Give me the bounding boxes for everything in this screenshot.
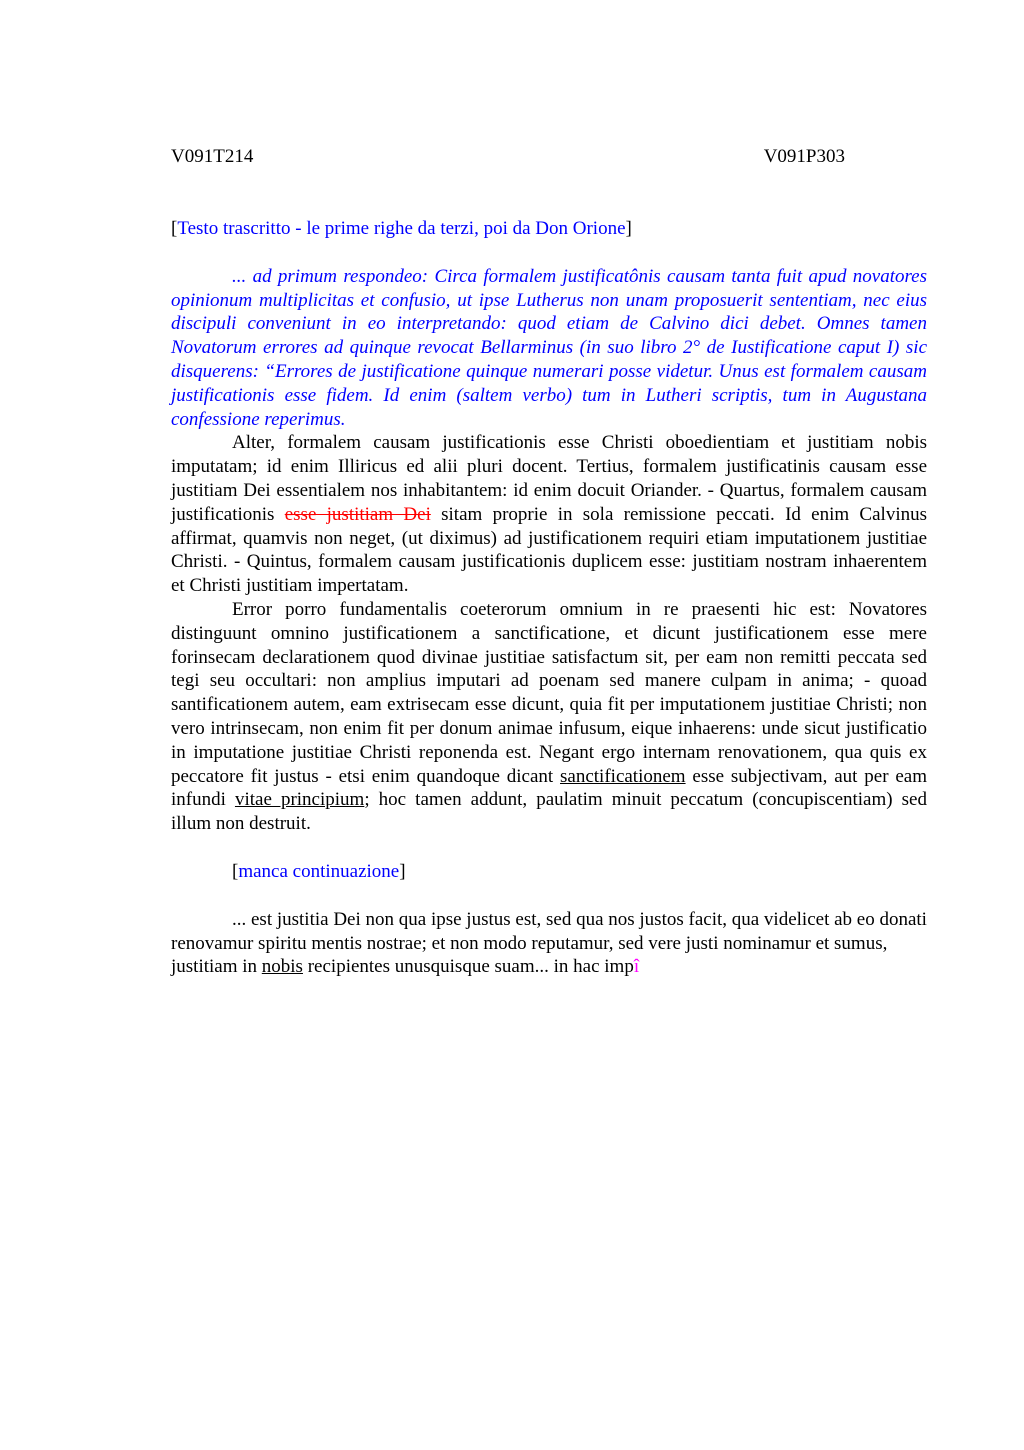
transcription-note (171, 217, 927, 241)
document-code-right: V091P303 (763, 146, 845, 167)
note-close-bracket: ] (399, 860, 406, 882)
struck-text: esse justitiam Dei (284, 503, 431, 525)
underlined-text: sanctificationem (560, 765, 686, 787)
missing-continuation-note (171, 860, 927, 884)
paragraph-errors-list (171, 431, 927, 598)
note-close-bracket: ] (625, 218, 632, 239)
paragraph-text: ... est justitia Dei non qua ipse justus est, sed qua nos justos facit, qua videlicet ab eo donati renovamur spiritu mentis nostrae; et non modo reputamur, sed vere justi nominamur et sumus, justitiam in (171, 908, 927, 978)
paragraph-text: Alter, formalem causam justificationis esse Christi oboedientiam et justitiam nobis imputatam; id enim Illiricus ed alii pluri docent. Tertius, formalem justificatinis causam esse justitiam Dei essentialem nos inhabitantem: id enim docuit Oriander. - Quartus, formalem causam justificationis (171, 432, 927, 525)
page-header (171, 145, 845, 169)
paragraph-text: Error porro fundamentalis coeterorum omnium in re praesenti hic est: Novatores distinguunt omnino justificationem a sanctificatione, et dicunt justificationem esse mere forinsecam declarationem quod divinae justitiae satisfactum sit, per eam non remitti peccata sed tegi seu occultari: non amplius imputari ad poenam sed manere culpam in anima; - quoad santificationem autem, eam extrisecam esse dicunt, quia fit per imputationem justitiae Christi; non vero intrinsecam, non enim fit per donum animae infusum, eique inhaerens: unde sicut justificatio in imputatione justitiae Christi reponenda est. Negant ergo internam renovationem, qua quis ex peccatore fit justus - etsi enim quandoque dicant (171, 598, 927, 787)
spacer (171, 169, 927, 217)
spacer (171, 241, 927, 265)
paragraph-fundamental-error (171, 598, 927, 836)
underlined-text: nobis (261, 956, 303, 978)
note-open-bracket: [ (171, 218, 178, 239)
document-code-left: V091T214 (171, 146, 254, 167)
paragraph-text: recipientes unusquisque suam... in hac imp (302, 956, 634, 978)
paragraph-text: sitam proprie in sola remissione peccati. Id enim Calvinus affirmat, quamvis non neget, (ut diximus) ad justificationem requiri etiam imputationem justitiae Christi. - Quintus, formalem causam justificationis duplicem esse: justitiam nostram inhaerentem et Christi justitiam impertatam. (171, 503, 927, 597)
document-page (171, 145, 927, 979)
transcription-note-text: Testo trascritto - le prime righe da terzi, poi da Don Orione (177, 218, 626, 239)
spacer (171, 836, 927, 860)
paragraph-text: esse subjectivam, aut per eam infundi (171, 765, 927, 811)
missing-note-text: manca continuazione (238, 860, 400, 882)
uncertain-glyph: î (633, 956, 640, 978)
paragraph-justitia-dei (171, 908, 927, 979)
paragraph-bellarmine-intro: ... ad primum respondeo: Circa formalem justificatônis causam tanta fuit apud novatores opinionum multiplicitas et confusio, ut ipse Lutherus non unam proposuerit sententiam, nec eius discipuli conveniunt in eo interpretando: quod etiam de Calvino dici debet. Omnes tamen Novatorum errores ad quinque revocat Bellarminus (in suo libro 2° de Iustificatione caput I) sic disquerens: “Errores de justificatione quinque numerari posse videtur. Unus est formalem causam justificationis esse fidem. Id enim (saltem verbo) tum in Lutheri scriptis, tum in Augustana confessione reperimus. (171, 265, 927, 430)
paragraph-text: ; hoc tamen addunt, paulatim minuit peccatum (concupiscentiam) sed illum non destruit. (171, 789, 927, 835)
spacer (171, 884, 927, 908)
underlined-text: vitae principium (234, 789, 365, 811)
note-open-bracket: [ (232, 860, 239, 882)
